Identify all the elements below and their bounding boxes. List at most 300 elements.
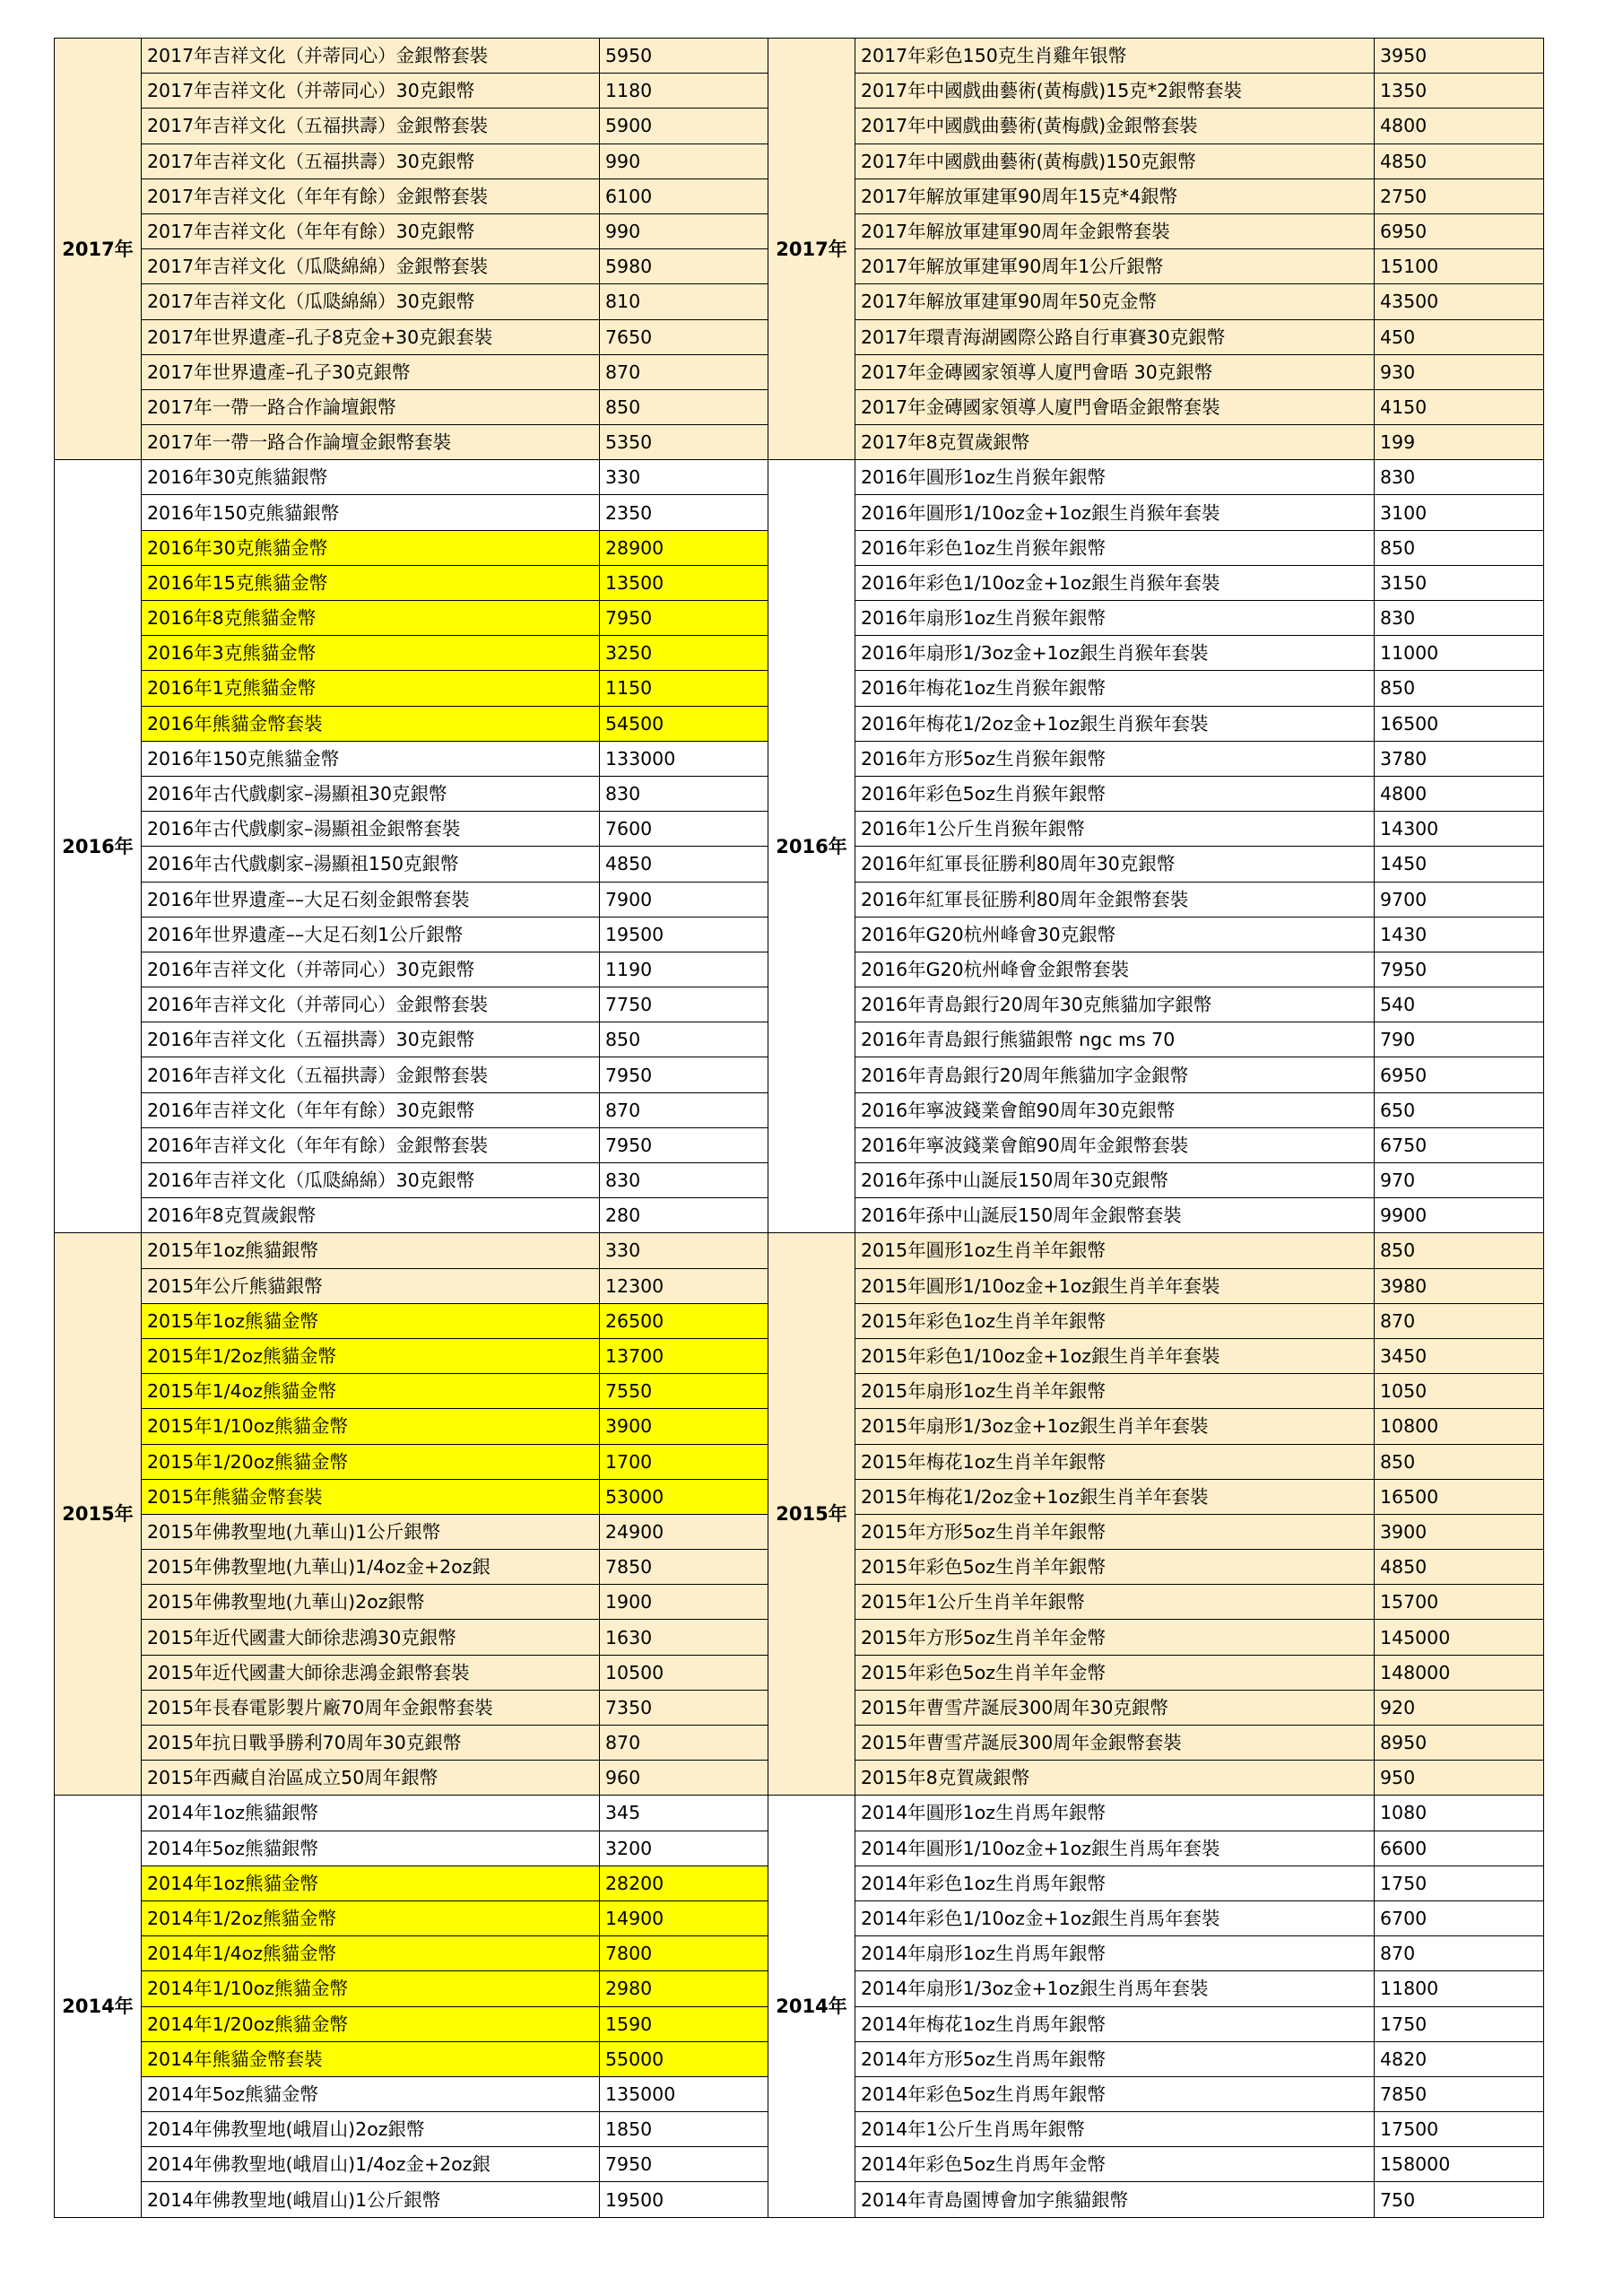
price-cell: 7350: [600, 1690, 768, 1725]
coin-name-cell: 2014年1oz熊貓金幣: [142, 1866, 600, 1900]
table-row: [768, 1585, 1544, 1620]
table-row: [768, 213, 1544, 248]
price-cell: 1590: [600, 2006, 768, 2041]
table-row: [768, 1479, 1544, 1514]
coin-name-cell: 2015年1/20oz熊貓金幣: [142, 1444, 600, 1479]
coin-name-cell: 2016年青島銀行20周年熊貓加字金銀幣: [855, 1057, 1375, 1092]
coin-name-cell: 2016年古代戲劇家–湯顯祖金銀幣套裝: [142, 812, 600, 847]
table-row: [55, 706, 768, 741]
price-cell: 850: [1375, 1233, 1544, 1268]
price-cell: 1150: [600, 671, 768, 706]
price-cell: 5980: [600, 249, 768, 284]
table-row: [55, 917, 768, 952]
table-row: [768, 1726, 1544, 1761]
table-row: [768, 1268, 1544, 1303]
table-row: [55, 39, 768, 74]
price-cell: 1050: [1375, 1374, 1544, 1409]
price-cell: 5950: [600, 39, 768, 74]
coin-name-cell: 2017年吉祥文化（年年有餘）30克銀幣: [142, 213, 600, 248]
coin-name-cell: 2015年圓形1oz生肖羊年銀幣: [855, 1233, 1375, 1268]
table-row: [768, 601, 1544, 636]
coin-name-cell: 2014年彩色5oz生肖馬年金幣: [855, 2147, 1375, 2182]
price-cell: 4850: [1375, 144, 1544, 178]
table-row: [768, 1409, 1544, 1444]
price-cell: 3450: [1375, 1338, 1544, 1373]
table-row: [768, 1690, 1544, 1725]
coin-name-cell: 2014年圓形1oz生肖馬年銀幣: [855, 1796, 1375, 1831]
coin-name-cell: 2016年扇形1oz生肖猴年銀幣: [855, 601, 1375, 636]
price-cell: 3200: [600, 1831, 768, 1866]
price-cell: 2750: [1375, 178, 1544, 213]
coin-name-cell: 2017年環青海湖國際公路自行車賽30克銀幣: [855, 319, 1375, 354]
price-cell: 133000: [600, 741, 768, 776]
price-cell: 16500: [1375, 706, 1544, 741]
coin-name-cell: 2016年吉祥文化（并蒂同心）金銀幣套裝: [142, 987, 600, 1022]
table-row: [55, 495, 768, 530]
table-row: [55, 601, 768, 636]
coin-name-cell: 2016年150克熊貓金幣: [142, 741, 600, 776]
price-cell: 870: [1375, 1936, 1544, 1971]
price-cell: 9700: [1375, 882, 1544, 917]
table-row: [768, 1163, 1544, 1198]
table-row: [768, 1198, 1544, 1233]
coin-name-cell: 2014年彩色1oz生肖馬年銀幣: [855, 1866, 1375, 1900]
table-row: [768, 1971, 1544, 2006]
coin-name-cell: 2015年方形5oz生肖羊年銀幣: [855, 1514, 1375, 1549]
coin-name-cell: 2015年1公斤生肖羊年銀幣: [855, 1585, 1375, 1620]
price-cell: 7550: [600, 1374, 768, 1409]
price-cell: 1900: [600, 1585, 768, 1620]
table-row: [768, 1022, 1544, 1057]
price-cell: 43500: [1375, 284, 1544, 319]
table-row: [55, 1338, 768, 1373]
price-cell: 750: [1375, 2182, 1544, 2217]
price-cell: 55000: [600, 2041, 768, 2076]
price-cell: 970: [1375, 1163, 1544, 1198]
coin-name-cell: 2017年中國戲曲藝術(黃梅戲)150克銀幣: [855, 144, 1375, 178]
table-row: [768, 2041, 1544, 2076]
coin-name-cell: 2015年1oz熊貓金幣: [142, 1303, 600, 1338]
coin-name-cell: 2016年150克熊貓銀幣: [142, 495, 600, 530]
table-row: [55, 2006, 768, 2041]
table-row: [768, 706, 1544, 741]
table-row: [55, 1831, 768, 1866]
coin-name-cell: 2016年彩色1/10oz金+1oz銀生肖猴年套裝: [855, 565, 1375, 600]
table-row: [768, 1514, 1544, 1549]
coin-name-cell: 2015年方形5oz生肖羊年金幣: [855, 1620, 1375, 1655]
table-row: [768, 1866, 1544, 1900]
price-cell: 2980: [600, 1971, 768, 2006]
table-row: [768, 1936, 1544, 1971]
price-cell: 7950: [600, 1127, 768, 1162]
price-cell: 11800: [1375, 1971, 1544, 2006]
year-label: 2014年: [55, 1796, 142, 2217]
table-row: [55, 1796, 768, 1831]
table-row: [768, 882, 1544, 917]
coin-name-cell: 2014年熊貓金幣套裝: [142, 2041, 600, 2076]
table-row: [768, 178, 1544, 213]
price-cell: 7900: [600, 882, 768, 917]
price-cell: 1850: [600, 2112, 768, 2147]
table-row: [768, 2006, 1544, 2041]
table-row: [768, 952, 1544, 987]
coin-name-cell: 2016年30克熊貓金幣: [142, 530, 600, 565]
year-label: 2016年: [768, 460, 855, 1233]
price-cell: 1450: [1375, 847, 1544, 882]
table-row: [55, 2147, 768, 2182]
price-cell: 54500: [600, 706, 768, 741]
table-row: [768, 1127, 1544, 1162]
coin-name-cell: 2015年彩色1/10oz金+1oz銀生肖羊年套裝: [855, 1338, 1375, 1373]
table-row: [55, 1761, 768, 1796]
price-cell: 9900: [1375, 1198, 1544, 1233]
table-row: [55, 249, 768, 284]
coin-name-cell: 2014年1公斤生肖馬年銀幣: [855, 2112, 1375, 2147]
table-row: [768, 847, 1544, 882]
table-row: [55, 460, 768, 495]
coin-name-cell: 2016年30克熊貓銀幣: [142, 460, 600, 495]
table-row: [55, 2112, 768, 2147]
coin-name-cell: 2016年熊貓金幣套裝: [142, 706, 600, 741]
table-row: [768, 1761, 1544, 1796]
coin-name-cell: 2016年1公斤生肖猴年銀幣: [855, 812, 1375, 847]
coin-name-cell: 2014年5oz熊貓銀幣: [142, 1831, 600, 1866]
left-price-table: [54, 38, 768, 2218]
coin-name-cell: 2016年青島銀行20周年30克熊貓加字銀幣: [855, 987, 1375, 1022]
table-row: [55, 1374, 768, 1409]
table-row: [55, 741, 768, 776]
table-row: [55, 1022, 768, 1057]
price-cell: 920: [1375, 1690, 1544, 1725]
coin-name-cell: 2015年8克賀歲銀幣: [855, 1761, 1375, 1796]
price-cell: 3980: [1375, 1268, 1544, 1303]
coin-name-cell: 2016年青島銀行熊貓銀幣 ngc ms 70: [855, 1022, 1375, 1057]
table-row: [768, 425, 1544, 460]
price-cell: 3900: [1375, 1514, 1544, 1549]
table-row: [55, 1409, 768, 1444]
coin-name-cell: 2014年佛教聖地(峨眉山)1/4oz金+2oz銀: [142, 2147, 600, 2182]
table-row: [55, 1726, 768, 1761]
price-cell: 6100: [600, 178, 768, 213]
table-row: [768, 1338, 1544, 1373]
price-cell: 10800: [1375, 1409, 1544, 1444]
price-cell: 850: [1375, 671, 1544, 706]
price-cell: 4850: [1375, 1550, 1544, 1585]
table-row: [55, 1163, 768, 1198]
price-cell: 3250: [600, 636, 768, 671]
coin-name-cell: 2016年寧波錢業會館90周年30克銀幣: [855, 1092, 1375, 1127]
table-row: [55, 1198, 768, 1233]
coin-name-cell: 2014年青島園博會加字熊貓銀幣: [855, 2182, 1375, 2217]
table-row: [768, 1796, 1544, 1831]
table-row: [55, 213, 768, 248]
price-cell: 7950: [1375, 952, 1544, 987]
price-cell: 950: [1375, 1761, 1544, 1796]
coin-name-cell: 2017年中國戲曲藝術(黃梅戲)金銀幣套裝: [855, 109, 1375, 144]
price-cell: 930: [1375, 354, 1544, 389]
coin-name-cell: 2017年彩色150克生肖雞年银幣: [855, 39, 1375, 74]
price-cell: 14300: [1375, 812, 1544, 847]
coin-name-cell: 2017年金磚國家領導人廈門會晤 30克銀幣: [855, 354, 1375, 389]
price-cell: 6600: [1375, 1831, 1544, 1866]
table-row: [55, 2076, 768, 2111]
coin-name-cell: 2017年吉祥文化（并蒂同心）金銀幣套裝: [142, 39, 600, 74]
price-cell: 540: [1375, 987, 1544, 1022]
table-row: [768, 2147, 1544, 2182]
price-cell: 7950: [600, 601, 768, 636]
price-cell: 870: [600, 354, 768, 389]
coin-name-cell: 2015年曹雪芹誕辰300周年30克銀幣: [855, 1690, 1375, 1725]
price-cell: 1430: [1375, 917, 1544, 952]
right-table-body: [768, 39, 1544, 2218]
coin-name-cell: 2016年梅花1/2oz金+1oz銀生肖猴年套裝: [855, 706, 1375, 741]
year-label: 2015年: [55, 1233, 142, 1796]
table-row: [55, 425, 768, 460]
table-row: [55, 319, 768, 354]
price-cell: 830: [1375, 460, 1544, 495]
coin-name-cell: 2017年吉祥文化（五福拱壽）金銀幣套裝: [142, 109, 600, 144]
coin-name-cell: 2015年1oz熊貓銀幣: [142, 1233, 600, 1268]
table-row: [55, 1900, 768, 1935]
coin-name-cell: 2015年公斤熊貓銀幣: [142, 1268, 600, 1303]
coin-name-cell: 2014年扇形1oz生肖馬年銀幣: [855, 1936, 1375, 1971]
price-cell: 148000: [1375, 1655, 1544, 1690]
coin-name-cell: 2016年3克熊貓金幣: [142, 636, 600, 671]
year-label: 2017年: [768, 39, 855, 460]
price-cell: 11000: [1375, 636, 1544, 671]
table-row: [55, 2182, 768, 2217]
price-cell: 4850: [600, 847, 768, 882]
table-row: [55, 2041, 768, 2076]
price-cell: 19500: [600, 917, 768, 952]
table-row: [55, 1479, 768, 1514]
coin-name-cell: 2015年1/4oz熊貓金幣: [142, 1374, 600, 1409]
price-cell: 850: [600, 1022, 768, 1057]
price-cell: 3100: [1375, 495, 1544, 530]
coin-name-cell: 2015年圓形1/10oz金+1oz銀生肖羊年套裝: [855, 1268, 1375, 1303]
coin-name-cell: 2014年1/2oz熊貓金幣: [142, 1900, 600, 1935]
price-cell: 450: [1375, 319, 1544, 354]
table-row: [768, 636, 1544, 671]
coin-name-cell: 2014年方形5oz生肖馬年銀幣: [855, 2041, 1375, 2076]
coin-name-cell: 2015年梅花1oz生肖羊年銀幣: [855, 1444, 1375, 1479]
coin-name-cell: 2015年佛教聖地(九華山)2oz銀幣: [142, 1585, 600, 1620]
coin-name-cell: 2017年解放軍建軍90周年金銀幣套裝: [855, 213, 1375, 248]
coin-name-cell: 2014年圓形1/10oz金+1oz銀生肖馬年套裝: [855, 1831, 1375, 1866]
coin-name-cell: 2015年扇形1/3oz金+1oz銀生肖羊年套裝: [855, 1409, 1375, 1444]
table-row: [55, 1127, 768, 1162]
price-cell: 850: [1375, 530, 1544, 565]
price-cell: 158000: [1375, 2147, 1544, 2182]
table-row: [768, 495, 1544, 530]
price-cell: 830: [1375, 601, 1544, 636]
coin-name-cell: 2015年彩色1oz生肖羊年銀幣: [855, 1303, 1375, 1338]
table-row: [55, 1444, 768, 1479]
coin-name-cell: 2016年彩色5oz生肖猴年銀幣: [855, 776, 1375, 811]
table-row: [768, 1444, 1544, 1479]
price-cell: 17500: [1375, 2112, 1544, 2147]
price-cell: 145000: [1375, 1620, 1544, 1655]
price-cell: 2350: [600, 495, 768, 530]
coin-name-cell: 2016年紅軍長征勝利80周年30克銀幣: [855, 847, 1375, 882]
table-row: [55, 1303, 768, 1338]
price-cell: 345: [600, 1796, 768, 1831]
coin-name-cell: 2014年1oz熊貓銀幣: [142, 1796, 600, 1831]
coin-name-cell: 2017年中國戲曲藝術(黃梅戲)15克*2銀幣套裝: [855, 74, 1375, 109]
price-cell: 330: [600, 1233, 768, 1268]
coin-name-cell: 2014年梅花1oz生肖馬年銀幣: [855, 2006, 1375, 2041]
price-cell: 6950: [1375, 1057, 1544, 1092]
price-cell: 13700: [600, 1338, 768, 1373]
coin-name-cell: 2016年孫中山誕辰150周年30克銀幣: [855, 1163, 1375, 1198]
price-cell: 4800: [1375, 776, 1544, 811]
table-row: [55, 1268, 768, 1303]
price-cell: 14900: [600, 1900, 768, 1935]
price-cell: 28900: [600, 530, 768, 565]
coin-name-cell: 2015年抗日戰爭勝利70周年30克銀幣: [142, 1726, 600, 1761]
price-cell: 6750: [1375, 1127, 1544, 1162]
coin-name-cell: 2016年8克熊貓金幣: [142, 601, 600, 636]
table-row: [55, 882, 768, 917]
coin-name-cell: 2016年梅花1oz生肖猴年銀幣: [855, 671, 1375, 706]
coin-name-cell: 2016年1克熊貓金幣: [142, 671, 600, 706]
price-cell: 7750: [600, 987, 768, 1022]
coin-name-cell: 2017年金磚國家領導人廈門會晤金銀幣套裝: [855, 389, 1375, 424]
table-row: [55, 178, 768, 213]
table-row: [55, 847, 768, 882]
coin-name-cell: 2015年長春電影製片廠70周年金銀幣套裝: [142, 1690, 600, 1725]
coin-name-cell: 2016年世界遺產––大足石刻金銀幣套裝: [142, 882, 600, 917]
table-row: [768, 530, 1544, 565]
price-cell: 7950: [600, 2147, 768, 2182]
coin-name-cell: 2015年佛教聖地(九華山)1公斤銀幣: [142, 1514, 600, 1549]
table-row: [55, 1936, 768, 1971]
price-cell: 19500: [600, 2182, 768, 2217]
table-row: [768, 109, 1544, 144]
table-row: [768, 1831, 1544, 1866]
price-cell: 990: [600, 213, 768, 248]
table-row: [55, 987, 768, 1022]
price-cell: 870: [600, 1726, 768, 1761]
price-cell: 8950: [1375, 1726, 1544, 1761]
table-row: [768, 319, 1544, 354]
coin-name-cell: 2015年彩色5oz生肖羊年銀幣: [855, 1550, 1375, 1585]
price-cell: 7650: [600, 319, 768, 354]
price-cell: 10500: [600, 1655, 768, 1690]
coin-name-cell: 2015年近代國畫大師徐悲鴻金銀幣套裝: [142, 1655, 600, 1690]
table-row: [55, 530, 768, 565]
table-row: [55, 389, 768, 424]
price-cell: 7850: [600, 1550, 768, 1585]
price-cell: 6950: [1375, 213, 1544, 248]
coin-name-cell: 2015年1/2oz熊貓金幣: [142, 1338, 600, 1373]
price-cell: 1180: [600, 74, 768, 109]
coin-name-cell: 2016年吉祥文化（瓜瓞綿綿）30克銀幣: [142, 1163, 600, 1198]
price-cell: 3780: [1375, 741, 1544, 776]
coin-name-cell: 2014年1/10oz熊貓金幣: [142, 1971, 600, 2006]
coin-name-cell: 2017年解放軍建軍90周年1公斤銀幣: [855, 249, 1375, 284]
price-cell: 24900: [600, 1514, 768, 1549]
coin-name-cell: 2016年圓形1/10oz金+1oz銀生肖猴年套裝: [855, 495, 1375, 530]
coin-name-cell: 2016年G20杭州峰會金銀幣套裝: [855, 952, 1375, 987]
coin-name-cell: 2017年吉祥文化（并蒂同心）30克銀幣: [142, 74, 600, 109]
price-cell: 12300: [600, 1268, 768, 1303]
price-cell: 870: [600, 1092, 768, 1127]
table-row: [768, 2112, 1544, 2147]
price-cell: 4820: [1375, 2041, 1544, 2076]
table-row: [55, 776, 768, 811]
price-cell: 135000: [600, 2076, 768, 2111]
price-cell: 3950: [1375, 39, 1544, 74]
coin-name-cell: 2017年世界遺產–孔子30克銀幣: [142, 354, 600, 389]
coin-name-cell: 2017年吉祥文化（年年有餘）金銀幣套裝: [142, 178, 600, 213]
table-row: [768, 1550, 1544, 1585]
table-row: [55, 952, 768, 987]
coin-name-cell: 2017年吉祥文化（五福拱壽）30克銀幣: [142, 144, 600, 178]
coin-name-cell: 2015年曹雪芹誕辰300周年金銀幣套裝: [855, 1726, 1375, 1761]
price-cell: 1190: [600, 952, 768, 987]
coin-name-cell: 2017年世界遺產–孔子8克金+30克銀套裝: [142, 319, 600, 354]
table-row: [768, 144, 1544, 178]
coin-name-cell: 2017年解放軍建軍90周年15克*4銀幣: [855, 178, 1375, 213]
table-row: [55, 1866, 768, 1900]
coin-name-cell: 2017年解放軍建軍90周年50克金幣: [855, 284, 1375, 319]
year-label: 2016年: [55, 460, 142, 1233]
table-row: [55, 1514, 768, 1549]
price-cell: 650: [1375, 1092, 1544, 1127]
coin-name-cell: 2014年1/4oz熊貓金幣: [142, 1936, 600, 1971]
price-cell: 1750: [1375, 1866, 1544, 1900]
coin-name-cell: 2016年吉祥文化（五福拱壽）金銀幣套裝: [142, 1057, 600, 1092]
price-cell: 870: [1375, 1303, 1544, 1338]
price-cell: 4150: [1375, 389, 1544, 424]
price-cell: 7800: [600, 1936, 768, 1971]
table-row: [768, 917, 1544, 952]
coin-name-cell: 2016年15克熊貓金幣: [142, 565, 600, 600]
price-cell: 13500: [600, 565, 768, 600]
coin-name-cell: 2017年吉祥文化（瓜瓞綿綿）30克銀幣: [142, 284, 600, 319]
price-cell: 7950: [600, 1057, 768, 1092]
price-cell: 15100: [1375, 249, 1544, 284]
coin-name-cell: 2016年圓形1oz生肖猴年銀幣: [855, 460, 1375, 495]
right-price-table: [768, 38, 1544, 2218]
table-row: [768, 1655, 1544, 1690]
table-row: [55, 284, 768, 319]
table-row: [55, 812, 768, 847]
table-row: [768, 812, 1544, 847]
table-row: [55, 1585, 768, 1620]
table-row: [768, 354, 1544, 389]
table-row: [768, 39, 1544, 74]
table-row: [55, 1092, 768, 1127]
table-row: [768, 74, 1544, 109]
coin-name-cell: 2016年古代戲劇家–湯顯祖30克銀幣: [142, 776, 600, 811]
price-cell: 5900: [600, 109, 768, 144]
table-row: [55, 1971, 768, 2006]
table-row: [768, 284, 1544, 319]
coin-name-cell: 2014年佛教聖地(峨眉山)1公斤銀幣: [142, 2182, 600, 2217]
year-label: 2017年: [55, 39, 142, 460]
price-cell: 16500: [1375, 1479, 1544, 1514]
table-row: [768, 1303, 1544, 1338]
price-cell: 850: [600, 389, 768, 424]
table-row: [55, 636, 768, 671]
left-table-body: [55, 39, 768, 2218]
coin-name-cell: 2016年彩色1oz生肖猴年銀幣: [855, 530, 1375, 565]
table-row: [55, 1550, 768, 1585]
coin-name-cell: 2014年彩色5oz生肖馬年銀幣: [855, 2076, 1375, 2111]
coin-name-cell: 2015年1/10oz熊貓金幣: [142, 1409, 600, 1444]
